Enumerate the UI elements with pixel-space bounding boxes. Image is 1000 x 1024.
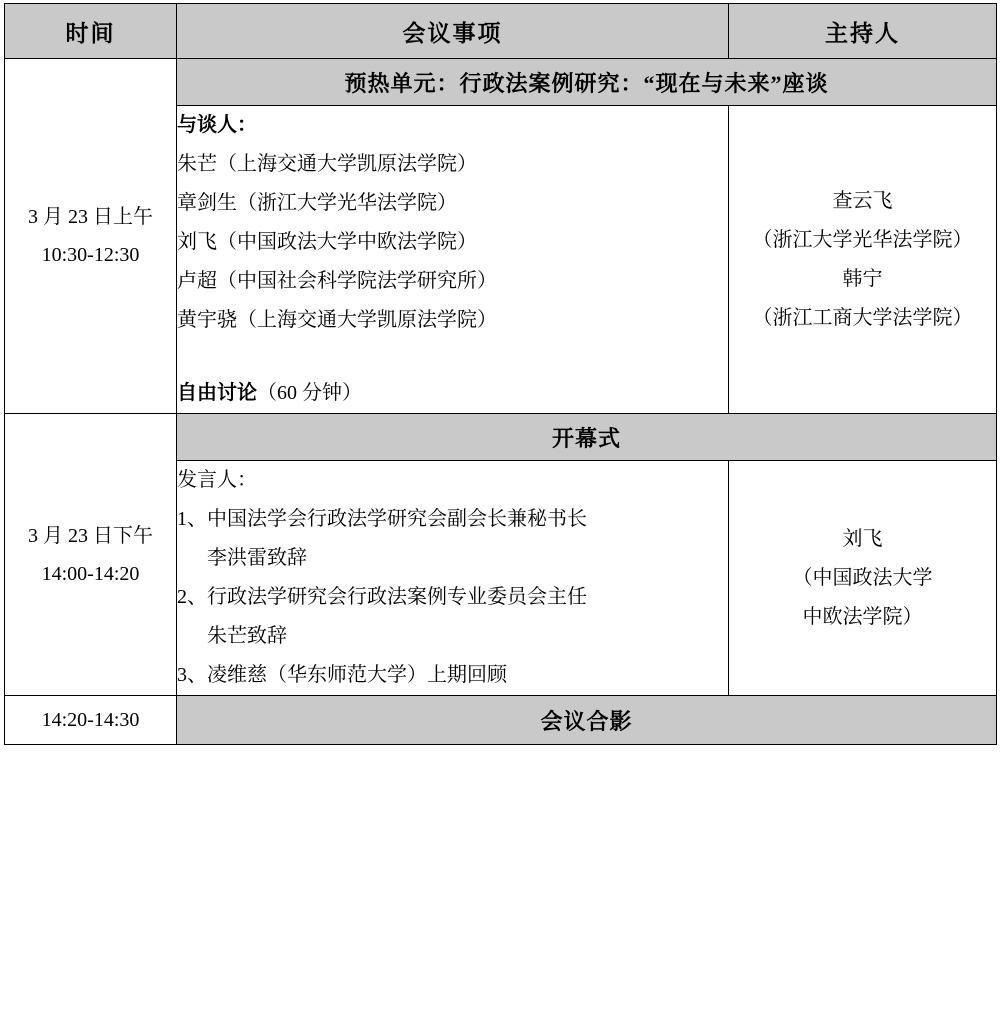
- time-cell-photo: 14:20-14:30: [5, 696, 177, 745]
- spacer: [177, 340, 728, 374]
- list-text-cont: 李洪雷致辞: [207, 547, 307, 569]
- list-item: [177, 578, 728, 656]
- time-line: 14:00-14:20: [41, 562, 140, 585]
- table-row: [5, 696, 997, 745]
- free-discussion-note: （60 分钟）: [257, 382, 362, 404]
- free-discussion-label: 自由讨论: [177, 382, 257, 404]
- table-header-row: [5, 4, 997, 59]
- host-cell-warmup: [729, 106, 997, 414]
- agenda-table: [4, 3, 997, 745]
- time-line: 3 月 23 日下午: [28, 524, 153, 547]
- speaker-label: 发言人：: [177, 469, 257, 491]
- item-cell-warmup: [177, 106, 729, 414]
- table-row: [5, 414, 997, 461]
- section-band-warmup: 预热单元：行政法案例研究：“现在与未来”座谈: [177, 59, 997, 106]
- table-row: [5, 59, 997, 106]
- list-item: [177, 500, 728, 578]
- list-item: [177, 656, 728, 695]
- header-time: 时间: [5, 4, 177, 59]
- time-cell-morning: [5, 59, 177, 414]
- list-item: 章剑生（浙江大学光华法学院）: [177, 192, 457, 214]
- list-number: 3、: [177, 664, 207, 686]
- list-number: 2、: [177, 586, 207, 608]
- list-item: 卢超（中国社会科学院法学研究所）: [177, 270, 497, 292]
- header-host: 主持人: [729, 4, 997, 59]
- host-line: 查云飞: [832, 189, 893, 212]
- header-item: 会议事项: [177, 4, 729, 59]
- time-cell-afternoon: [5, 414, 177, 696]
- free-discussion-line: [177, 374, 728, 413]
- time-line: 3 月 23 日上午: [28, 206, 153, 228]
- section-band-photo: 会议合影: [177, 696, 997, 745]
- host-cell-opening: [729, 461, 997, 696]
- list-number: 1、: [177, 508, 207, 530]
- host-line: （浙江大学光华法学院）: [752, 228, 973, 251]
- list-item: 朱芒（上海交通大学凯原法学院）: [177, 153, 477, 175]
- time-line: 10:30-12:30: [41, 244, 140, 266]
- list-item: 刘飞（中国政法大学中欧法学院）: [177, 231, 477, 253]
- discussants-label: 与谈人：: [177, 114, 257, 136]
- host-line: （中国政法大学: [792, 566, 933, 589]
- list-text: 行政法学研究会行政法案例专业委员会主任: [207, 586, 587, 608]
- list-text-cont: 朱芒致辞: [207, 625, 287, 647]
- host-line: 韩宁: [842, 267, 883, 290]
- list-text: 凌维慈（华东师范大学）上期回顾: [207, 664, 507, 686]
- list-item: 黄宇骁（上海交通大学凯原法学院）: [177, 309, 497, 331]
- section-band-opening: 开幕式: [177, 414, 997, 461]
- item-cell-opening: [177, 461, 729, 696]
- host-line: 中欧法学院）: [802, 605, 923, 628]
- list-text: 中国法学会行政法学研究会副会长兼秘书长: [207, 508, 587, 530]
- host-line: 刘飞: [842, 527, 883, 550]
- host-line: （浙江工商大学法学院）: [752, 306, 973, 329]
